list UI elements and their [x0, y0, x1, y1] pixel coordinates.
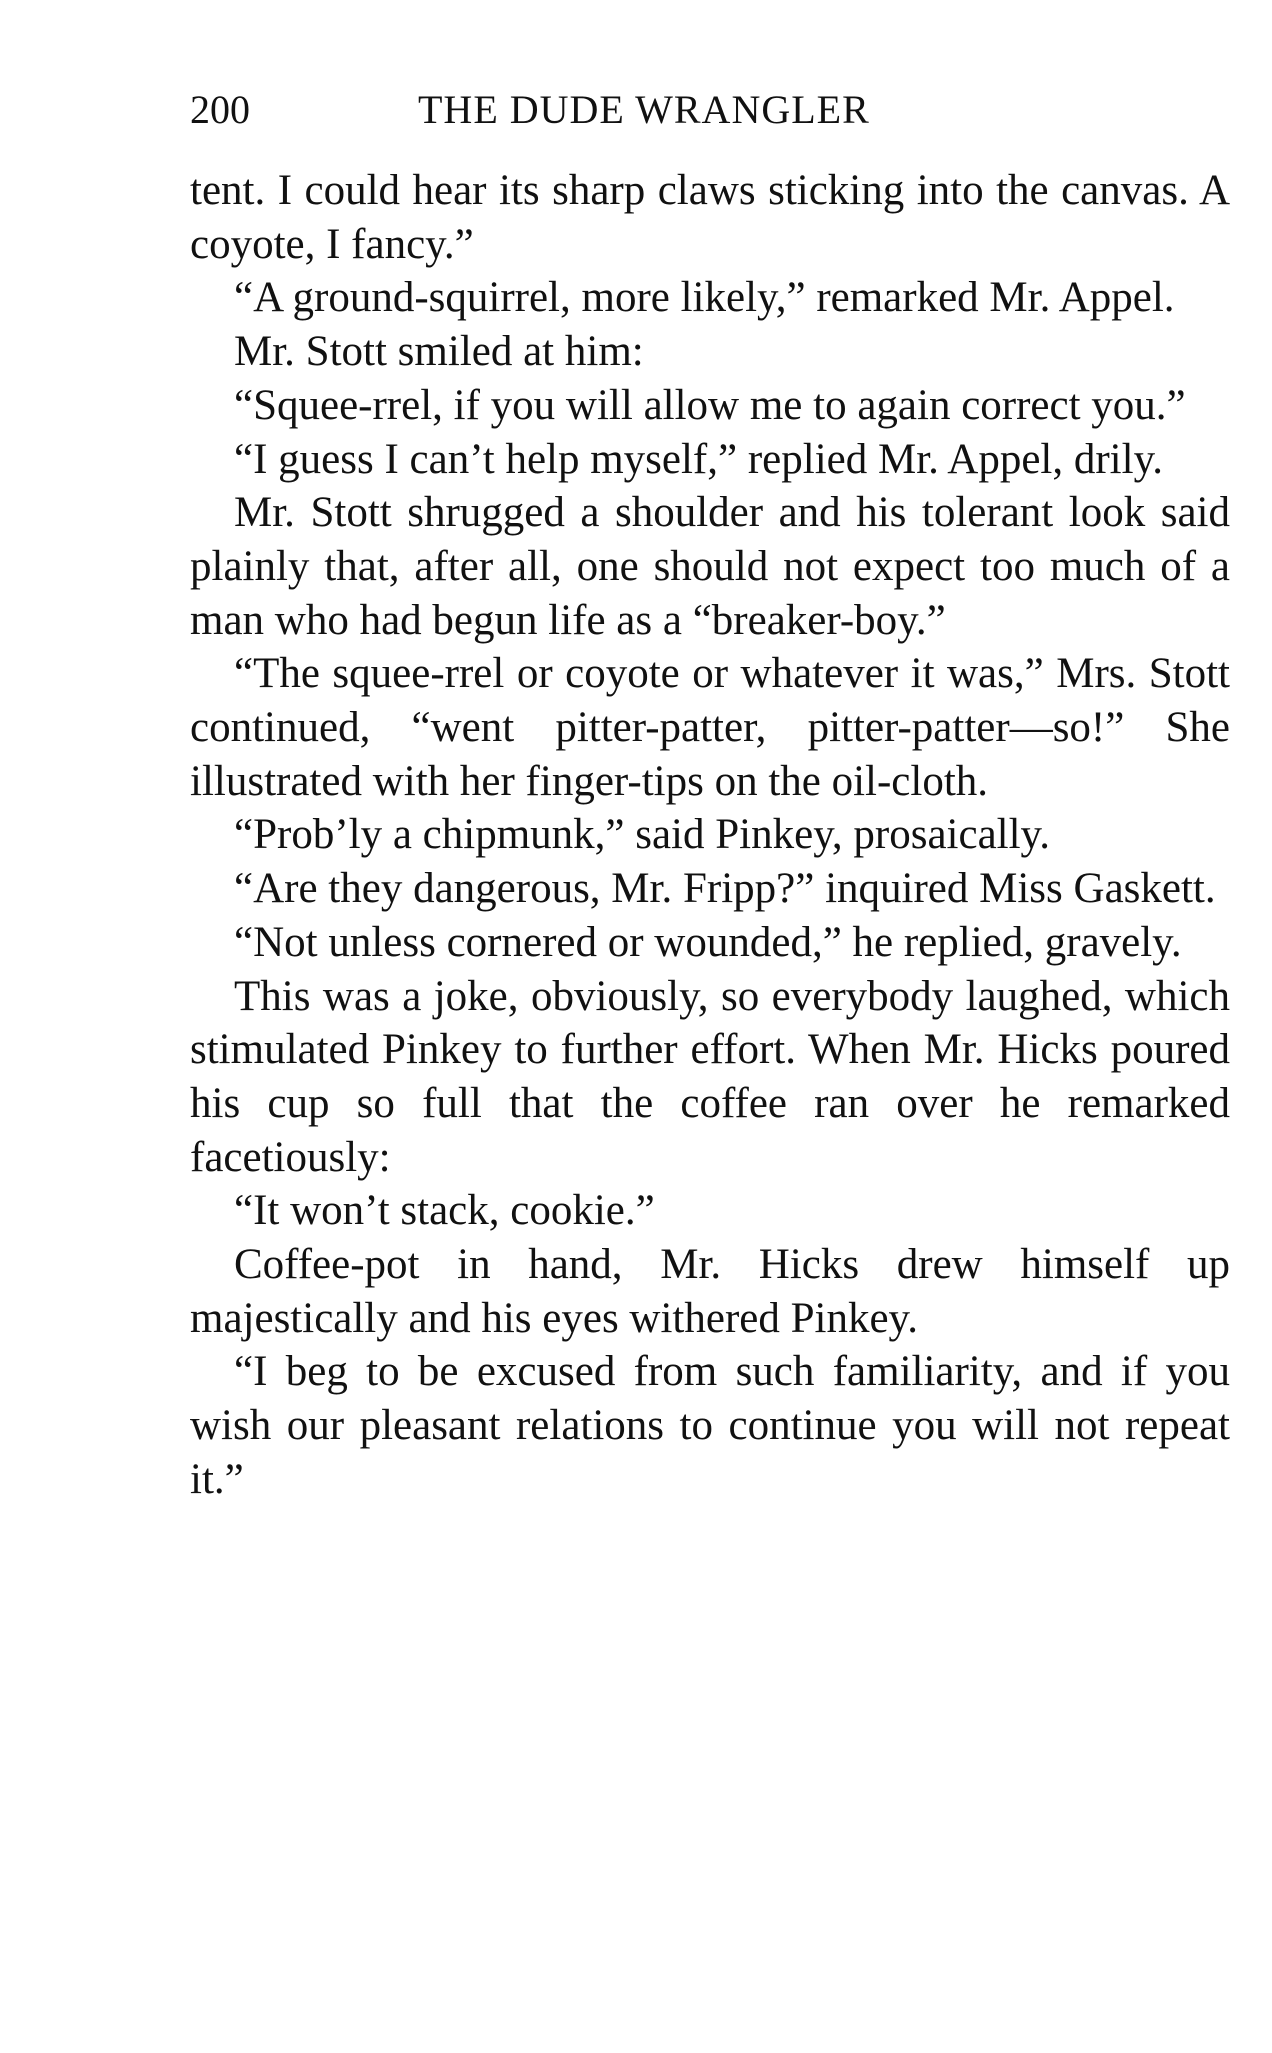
paragraph: “The squee-rrel or coyote or whatever it was,” Mrs. Stott continued, “went pitter-patter, pitter-patter—so!” She illustrated with her finger-tips on the oil-cloth. [190, 650, 1230, 805]
paragraph: “It won’t stack, cookie.” [234, 1187, 655, 1235]
body-text [190, 164, 1230, 1507]
paragraph: “Are they dangerous, Mr. Fripp?” inquired Miss Gaskett. [234, 865, 1216, 913]
paragraph: This was a joke, obviously, so everybody laughed, which stimulated Pinkey to further effort. When Mr. Hicks poured his cup so full that the coffee ran over he remarked facetiously: [190, 972, 1230, 1181]
paragraph: “Squee-rrel, if you will allow me to again correct you.” [234, 381, 1186, 429]
paragraph: “I beg to be excused from such familiarity, and if you wish our pleasant relations to continue you will not repeat it.” [190, 1348, 1230, 1503]
paragraph: Coffee-pot in hand, Mr. Hicks drew himself up majestically and his eyes withered Pinkey. [190, 1241, 1230, 1342]
paragraph: Mr. Stott smiled at him: [234, 328, 644, 376]
paragraph: “I guess I can’t help myself,” replied Mr. Appel, drily. [234, 435, 1164, 483]
running-title: THE DUDE WRANGLER [418, 87, 870, 132]
book-page [190, 80, 1230, 1507]
paragraph: “Prob’ly a chipmunk,” said Pinkey, prosaically. [234, 811, 1051, 859]
paragraph: tent. I could hear its sharp claws sticking into the canvas. A coyote, I fancy.” [190, 167, 1230, 268]
paragraph: “Not unless cornered or wounded,” he replied, gravely. [234, 918, 1182, 966]
paragraph: “A ground-squirrel, more likely,” remarked Mr. Appel. [234, 274, 1175, 322]
page-number: 200 [190, 87, 250, 132]
paragraph: Mr. Stott shrugged a shoulder and his tolerant look said plainly that, after all, one should not expect too much of a man who had begun life as a “breaker-boy.” [190, 489, 1230, 644]
page-header [190, 80, 1230, 140]
